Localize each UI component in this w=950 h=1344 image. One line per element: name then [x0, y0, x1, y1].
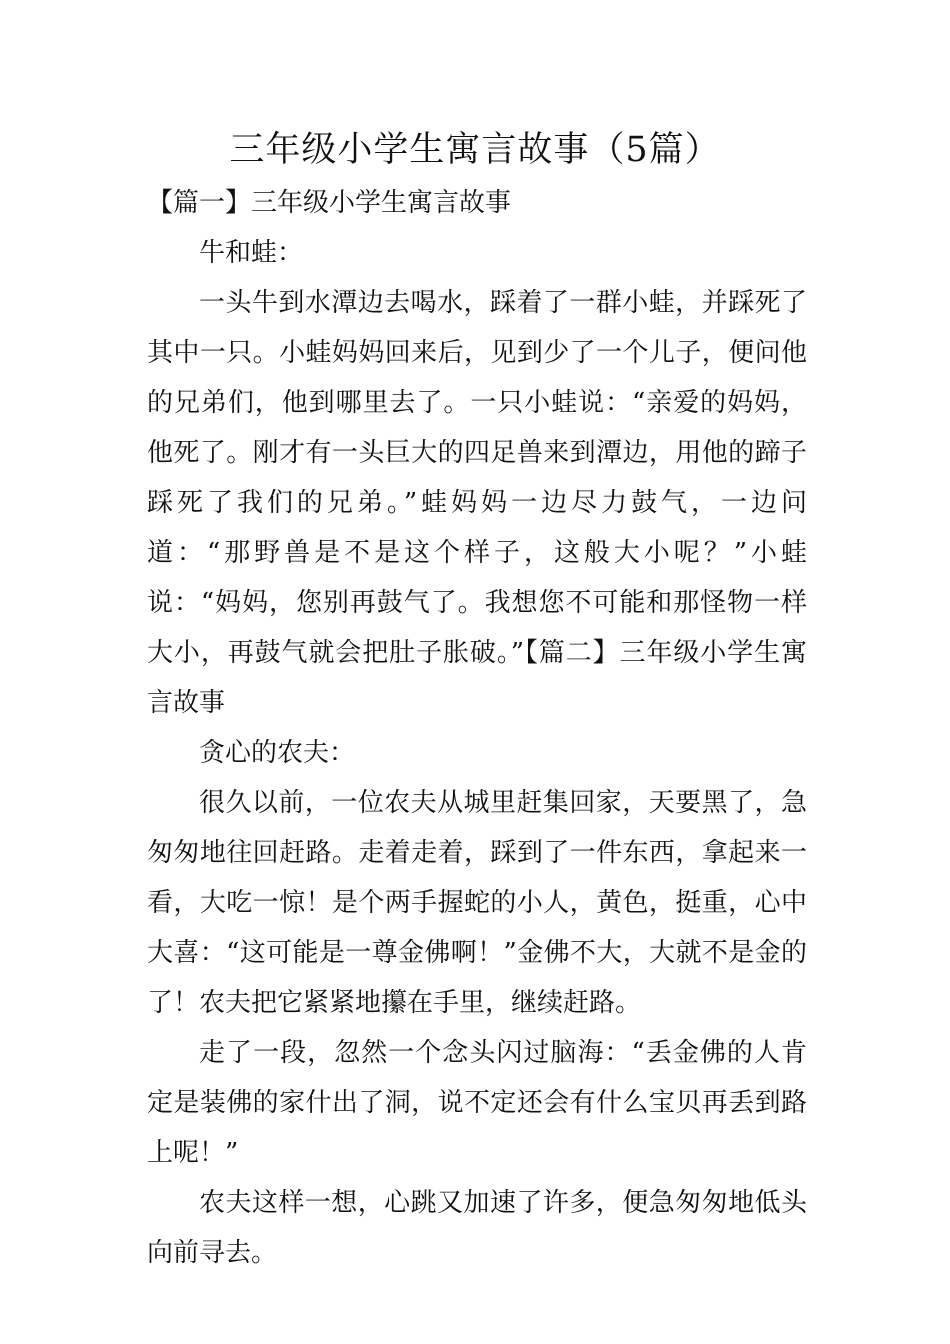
- story-paragraph-2b: 走了一段，忽然一个念头闪过脑海：“丢金佛的人肯定是装佛的家什出了洞，说不定还会有什么宝贝再丢到路上呢！”: [147, 1038, 807, 1168]
- story-title-2: 贪心的农夫：: [199, 738, 356, 768]
- section-heading-1: 【篇一】三年级小学生寓言故事: [147, 188, 512, 218]
- document-title: 三年级小学生寓言故事（5篇）: [229, 130, 721, 170]
- story-title-1: 牛和蛙：: [199, 238, 304, 268]
- story-paragraph-2a: 很久以前，一位农夫从城里赶集回家，天要黑了，急匆匆地往回赶路。走着走着，踩到了一件东西，拿起来一看，大吃一惊！是个两手握蛇的小人，黄色，挺重，心中大喜：“这可能是一尊金佛啊！”金佛不大，大就不是金的了！农夫把它紧紧地攥在手里，继续赶路。: [147, 788, 807, 1018]
- document-body: [147, 178, 807, 1278]
- story-paragraph-1: 一头牛到水潭边去喝水，踩着了一群小蛙，并踩死了其中一只。小蛙妈妈回来后，见到少了一个儿子，便问他的兄弟们，他到哪里去了。一只小蛙说：“亲爱的妈妈，他死了。刚才有一头巨大的四足兽来到潭边，用他的蹄子踩死了我们的兄弟。”蛙妈妈一边尽力鼓气，一边问道：“那野兽是不是这个样子，这般大小呢？”小蛙说：“妈妈，您别再鼓气了。我想您不可能和那怪物一样大小，再鼓气就会把肚子胀破。”【篇二】三年级小学生寓言故事: [147, 288, 807, 718]
- story-paragraph-2c: 农夫这样一想，心跳又加速了许多，便急匆匆地低头向前寻去。: [147, 1188, 807, 1268]
